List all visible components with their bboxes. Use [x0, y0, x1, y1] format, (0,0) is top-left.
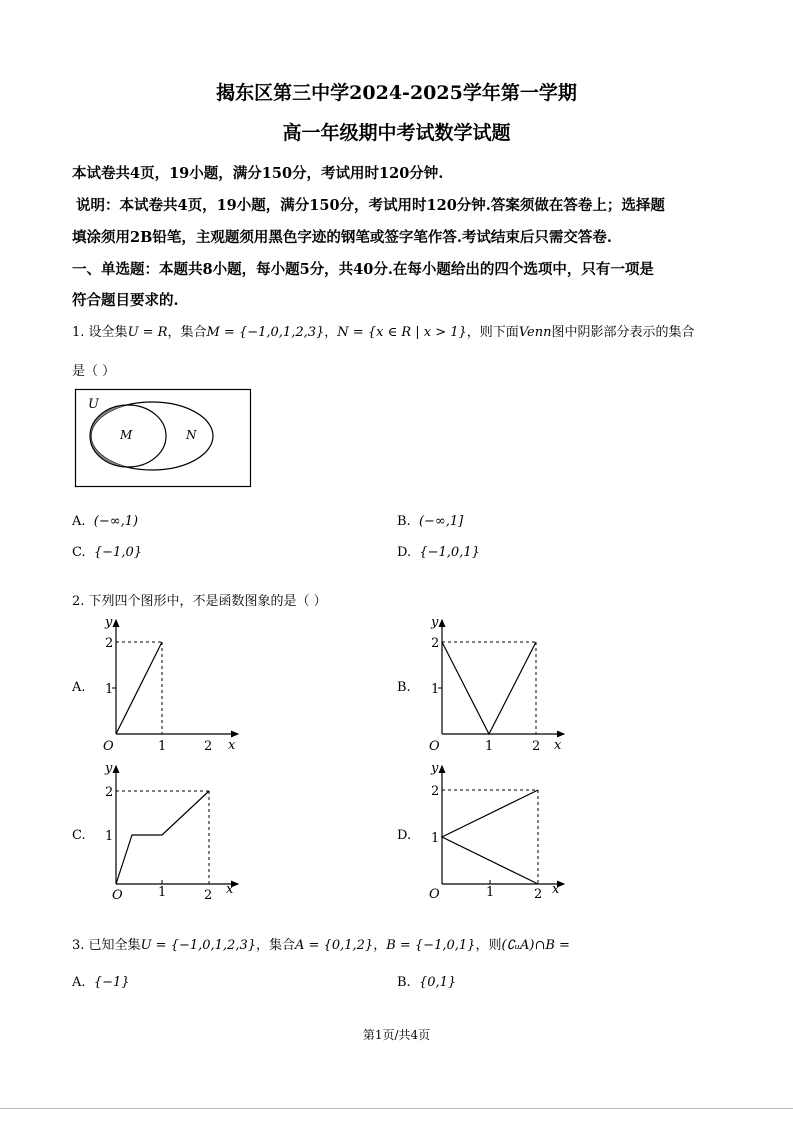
q1-set-n: N = {x ∈ R | x > 1}: [337, 325, 467, 340]
y-tick-label-2: 2: [431, 784, 440, 799]
q1-option-a: A. (−∞,1): [72, 514, 139, 529]
intro-line-1: 本试卷共4页，19小题，满分150分，考试用时120分钟.: [72, 165, 444, 182]
q1-sep: ，: [324, 325, 338, 340]
x-tick-label-2: 2: [532, 739, 541, 754]
q1-text-d: 图中阴影部分表示的集合: [551, 325, 695, 340]
q1-text-c: ，则下面: [466, 325, 519, 340]
section-heading-a: 一、单选题：本题共8小题，每小题5分，共40分.在每小题给出的四个选项中，只有一项是: [72, 261, 654, 278]
y-axis-label: y: [105, 761, 113, 776]
x-tick-label-2: 2: [204, 739, 213, 754]
graph-a: [88, 612, 248, 757]
x-tick-label-1: 1: [158, 739, 167, 754]
y-axis-label: y: [431, 761, 439, 776]
section-heading-b: 符合题目要求的.: [72, 292, 179, 309]
function-curve: [116, 791, 209, 884]
origin-label: O: [429, 887, 440, 902]
graph-d: [414, 758, 574, 903]
x-tick-label-1: 1: [485, 739, 494, 754]
q2-option-c-label: C.: [72, 828, 86, 843]
q1-universal-set: U = R: [127, 325, 168, 340]
venn-label-m: M: [120, 428, 133, 442]
q3-option-b: B. {0,1}: [397, 975, 457, 990]
x-axis-label: x: [226, 882, 234, 897]
question-2-stem: 2. 下列四个图形中，不是函数图象的是（ ）: [72, 594, 327, 609]
page-footer: 第1页/共4页: [362, 1028, 431, 1042]
x-tick-label-2: 2: [534, 887, 543, 902]
q2-option-b-label: B.: [397, 680, 411, 695]
y-tick-label-1: 1: [431, 682, 440, 697]
y-tick-label-2: 2: [105, 636, 114, 651]
q3-option-a: A. {−1}: [72, 975, 130, 990]
q2-option-a-label: A.: [72, 680, 86, 695]
origin-label: O: [429, 739, 440, 754]
q1-set-m: M = {−1,0,1,2,3}: [206, 325, 325, 340]
x-tick-label-1: 1: [158, 885, 167, 900]
x-axis-label: x: [228, 738, 236, 753]
intro-line-2a: 说明：本试卷共4页，19小题，满分150分，考试用时120分钟.答案须做在答卷上；选择题: [76, 197, 665, 214]
q2-option-d-label: D.: [397, 828, 412, 843]
title-line-2: 高一年级期中考试数学试题: [282, 122, 511, 144]
graph-c: [88, 758, 248, 903]
graph-b: [414, 612, 574, 757]
origin-label: O: [103, 739, 114, 754]
y-axis-label: y: [431, 615, 439, 630]
x-tick-label-2: 2: [204, 888, 213, 903]
y-axis-label: y: [105, 615, 113, 630]
q1-venn-word: Venn: [518, 325, 552, 340]
y-tick-label-1: 1: [105, 682, 114, 697]
function-curve: [442, 642, 536, 734]
venn-diagram: [74, 388, 254, 490]
relation-curve: [442, 790, 538, 884]
question-1-line-1: [72, 321, 694, 340]
y-tick-label-1: 1: [105, 829, 114, 844]
origin-label: O: [112, 888, 123, 903]
y-tick-label-2: 2: [431, 636, 440, 651]
question-number: 1.: [72, 325, 85, 340]
venn-label-u: U: [88, 397, 99, 412]
q1-option-b: B. (−∞,1]: [397, 514, 464, 529]
question-3-stem: 3. 已知全集U = {−1,0,1,2,3}，集合A = {0,1,2}，B = {−1,0,1}，则(∁ᵤA)∩B =: [72, 938, 570, 953]
x-axis-label: x: [554, 738, 562, 753]
title-line-1: 揭东区第三中学2024-2025学年第一学期: [216, 82, 577, 104]
q1-option-d: D. {−1,0,1}: [397, 545, 480, 560]
page-bottom-divider: [0, 1108, 793, 1109]
q1-text-b: ，集合: [167, 325, 207, 340]
x-axis-label: x: [552, 882, 560, 897]
q1-text-a: 设全集: [88, 325, 128, 340]
y-tick-label-2: 2: [105, 785, 114, 800]
q1-option-c: C. {−1,0}: [72, 545, 142, 560]
function-curve: [116, 642, 162, 734]
intro-line-2b: 填涂须用2B铅笔，主观题须用黑色字迹的钢笔或签字笔作答.考试结束后只需交答卷.: [72, 229, 612, 246]
venn-label-n: N: [186, 428, 197, 442]
question-1-line-2: 是（ ）: [72, 364, 116, 379]
y-tick-label-1: 1: [431, 831, 440, 846]
x-tick-label-1: 1: [486, 885, 495, 900]
